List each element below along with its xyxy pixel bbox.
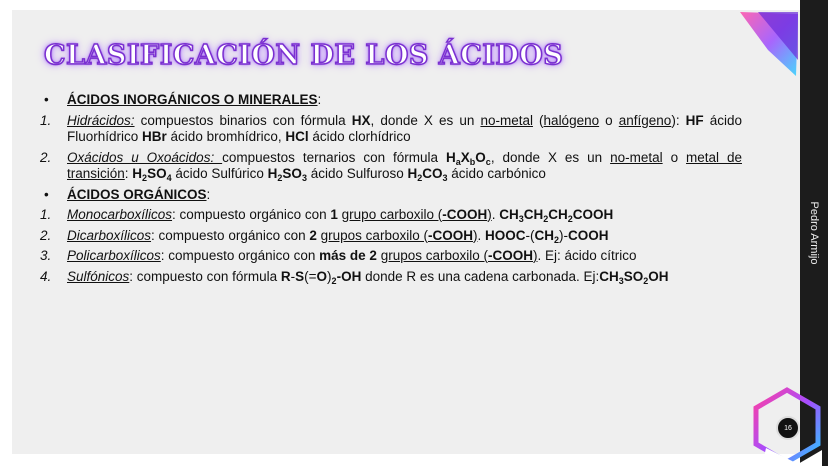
text: grupos carboxilo ( [320, 227, 428, 243]
text: ) [533, 248, 538, 263]
page-number-badge: 16 [776, 416, 800, 440]
subscript: 2 [331, 275, 337, 286]
formula [132, 166, 171, 181]
count: 2 [309, 227, 317, 243]
text: ( [532, 112, 544, 128]
formula: -COOH [488, 248, 534, 263]
text: ácido bromhídrico, [166, 129, 286, 144]
formula-part: CH [534, 227, 554, 243]
author-label: Pedro Armijo [808, 201, 820, 265]
formula [268, 166, 307, 181]
subscript: 3 [442, 173, 448, 183]
text: : compuesto orgánico con [160, 248, 320, 263]
subscript: 2 [643, 275, 649, 286]
text: ácido clorhídrico [308, 129, 411, 144]
colon: : [317, 92, 322, 107]
term: Dicarboxílicos [67, 227, 152, 243]
list-item-oxacidos [40, 150, 742, 183]
decorative-corner-shape [738, 10, 800, 80]
text: . [477, 227, 485, 243]
subscript: c [485, 156, 491, 167]
formula: HCl [285, 129, 309, 144]
formula-part: R [280, 268, 291, 284]
subscript: a [455, 156, 461, 167]
list-marker: 1. [40, 112, 52, 128]
text: ácido carbónico [447, 166, 546, 181]
subscript: b [469, 156, 476, 167]
formula-part: H [132, 166, 143, 181]
subscript: 2 [553, 234, 559, 245]
formula-part: SO [623, 268, 644, 284]
text: ácido Fluorhídrico [67, 112, 743, 144]
list-item-monocarboxilicos [40, 207, 742, 224]
formula-part: O [316, 268, 328, 284]
list-item-text [67, 228, 742, 245]
formula-part: H [407, 166, 418, 181]
formula-part: H [267, 166, 278, 181]
text: o [599, 112, 619, 128]
section-organic [40, 187, 742, 204]
formula-part: CH [523, 207, 544, 222]
formula-part: CH [599, 268, 619, 284]
text: ) [472, 227, 478, 243]
bullet-marker: • [44, 92, 49, 107]
formula-part: (= [304, 268, 317, 284]
formula-part: CH [548, 207, 568, 222]
list-marker: 2. [40, 149, 52, 165]
subscript: 2 [543, 214, 549, 224]
formula: HF [685, 112, 704, 128]
subscript: 3 [618, 275, 624, 286]
formula [408, 166, 448, 181]
text: grupo carboxilo ( [341, 207, 443, 222]
text: grupos carboxilo ( [380, 248, 489, 263]
list-item-text [67, 248, 742, 265]
list-item-text [67, 150, 742, 183]
list-item-text [67, 113, 742, 146]
text: : compuesto con fórmula [129, 268, 281, 284]
term: Oxácidos u Oxoácidos: [67, 149, 223, 165]
subscript: 2 [277, 173, 283, 183]
section-heading: ÁCIDOS ORGÁNICOS [67, 186, 207, 202]
list-item-policarboxilicos [40, 248, 742, 265]
list-item-text [67, 207, 742, 224]
subscript: 2 [567, 214, 573, 224]
formula-part: SO [147, 166, 167, 181]
list-item-text [67, 269, 742, 286]
formula-part: - [290, 268, 296, 284]
term: Monocarboxílicos [67, 207, 173, 222]
formula-part: OH [341, 268, 362, 284]
text: , donde X es un [490, 149, 611, 165]
list-marker: 4. [40, 268, 52, 284]
list-item-hidracidos [40, 113, 742, 146]
underlined-term [342, 207, 492, 222]
text: ácido Sulfúrico [171, 166, 268, 181]
underlined-term [321, 228, 478, 243]
formula-part: - [336, 268, 342, 284]
term: Hidrácidos: [67, 112, 135, 128]
subscript: 2 [142, 173, 148, 183]
formula-part: X [460, 149, 470, 165]
text: . Ej: ácido cítrico [537, 248, 637, 263]
underlined-term [381, 248, 538, 263]
count: más de 2 [319, 248, 377, 263]
text: o [662, 149, 687, 165]
list-marker: 1. [40, 207, 52, 222]
slide-title: CLASIFICACIÓN DE LOS ÁCIDOS [44, 40, 564, 71]
formula [446, 150, 491, 165]
underlined-term: anfígeno [618, 112, 672, 128]
count: 1 [330, 207, 338, 222]
formula-part: OH [648, 268, 669, 284]
slide-content [40, 92, 742, 289]
subscript: 4 [166, 173, 172, 183]
formula-part: O [475, 149, 486, 165]
underlined-term: metal de transición [67, 149, 742, 181]
term: Policarboxílicos [67, 248, 161, 263]
text: , donde X es un [370, 112, 481, 128]
text: . [491, 207, 500, 222]
formula-part: COOH [568, 227, 609, 243]
list-item-dicarboxilicos [40, 228, 742, 245]
text: ): [671, 112, 686, 128]
formula: -COOH [427, 227, 473, 243]
text: : compuesto orgánico con [151, 227, 310, 243]
formula [499, 207, 613, 222]
formula-part: H [446, 149, 456, 165]
formula-part: ) [327, 268, 332, 284]
term: Sulfónicos [67, 268, 130, 284]
section-inorganic [40, 92, 742, 109]
text: ácido Sulfuroso [306, 166, 408, 181]
text: compuestos ternarios con fórmula [222, 149, 446, 165]
bullet-marker: • [44, 186, 49, 202]
subscript: 2 [417, 173, 423, 183]
underlined-term: no-metal [610, 149, 663, 165]
formula: HX [351, 112, 371, 128]
formula [599, 269, 668, 284]
underlined-term: halógeno [543, 112, 600, 128]
list-marker: 2. [40, 227, 52, 243]
formula-part: CH [499, 207, 519, 222]
colon: : [206, 186, 211, 202]
formula-part: HOOC [484, 227, 526, 243]
text: compuestos binarios con fórmula [134, 112, 352, 128]
formula: HBr [142, 129, 167, 144]
section-heading: ÁCIDOS INORGÁNICOS O MINERALES [67, 92, 318, 107]
text: donde R es una cadena carbonada. Ej: [361, 268, 600, 284]
subscript: 3 [301, 173, 307, 183]
list-marker: 3. [40, 248, 52, 263]
formula: -COOH [442, 207, 488, 222]
list-item-sulfonicos [40, 269, 742, 286]
text: : [124, 166, 133, 181]
formula-part: -( [525, 227, 535, 243]
underlined-term: no-metal [480, 112, 533, 128]
formula-part: S [295, 268, 305, 284]
formula-part: )- [559, 227, 568, 243]
text: : compuesto orgánico con [172, 207, 331, 222]
formula-part: CO [422, 166, 443, 181]
formula-part: COOH [572, 207, 614, 222]
subscript: 3 [518, 214, 524, 224]
text: ) [487, 207, 492, 222]
formula-part: SO [282, 166, 302, 181]
